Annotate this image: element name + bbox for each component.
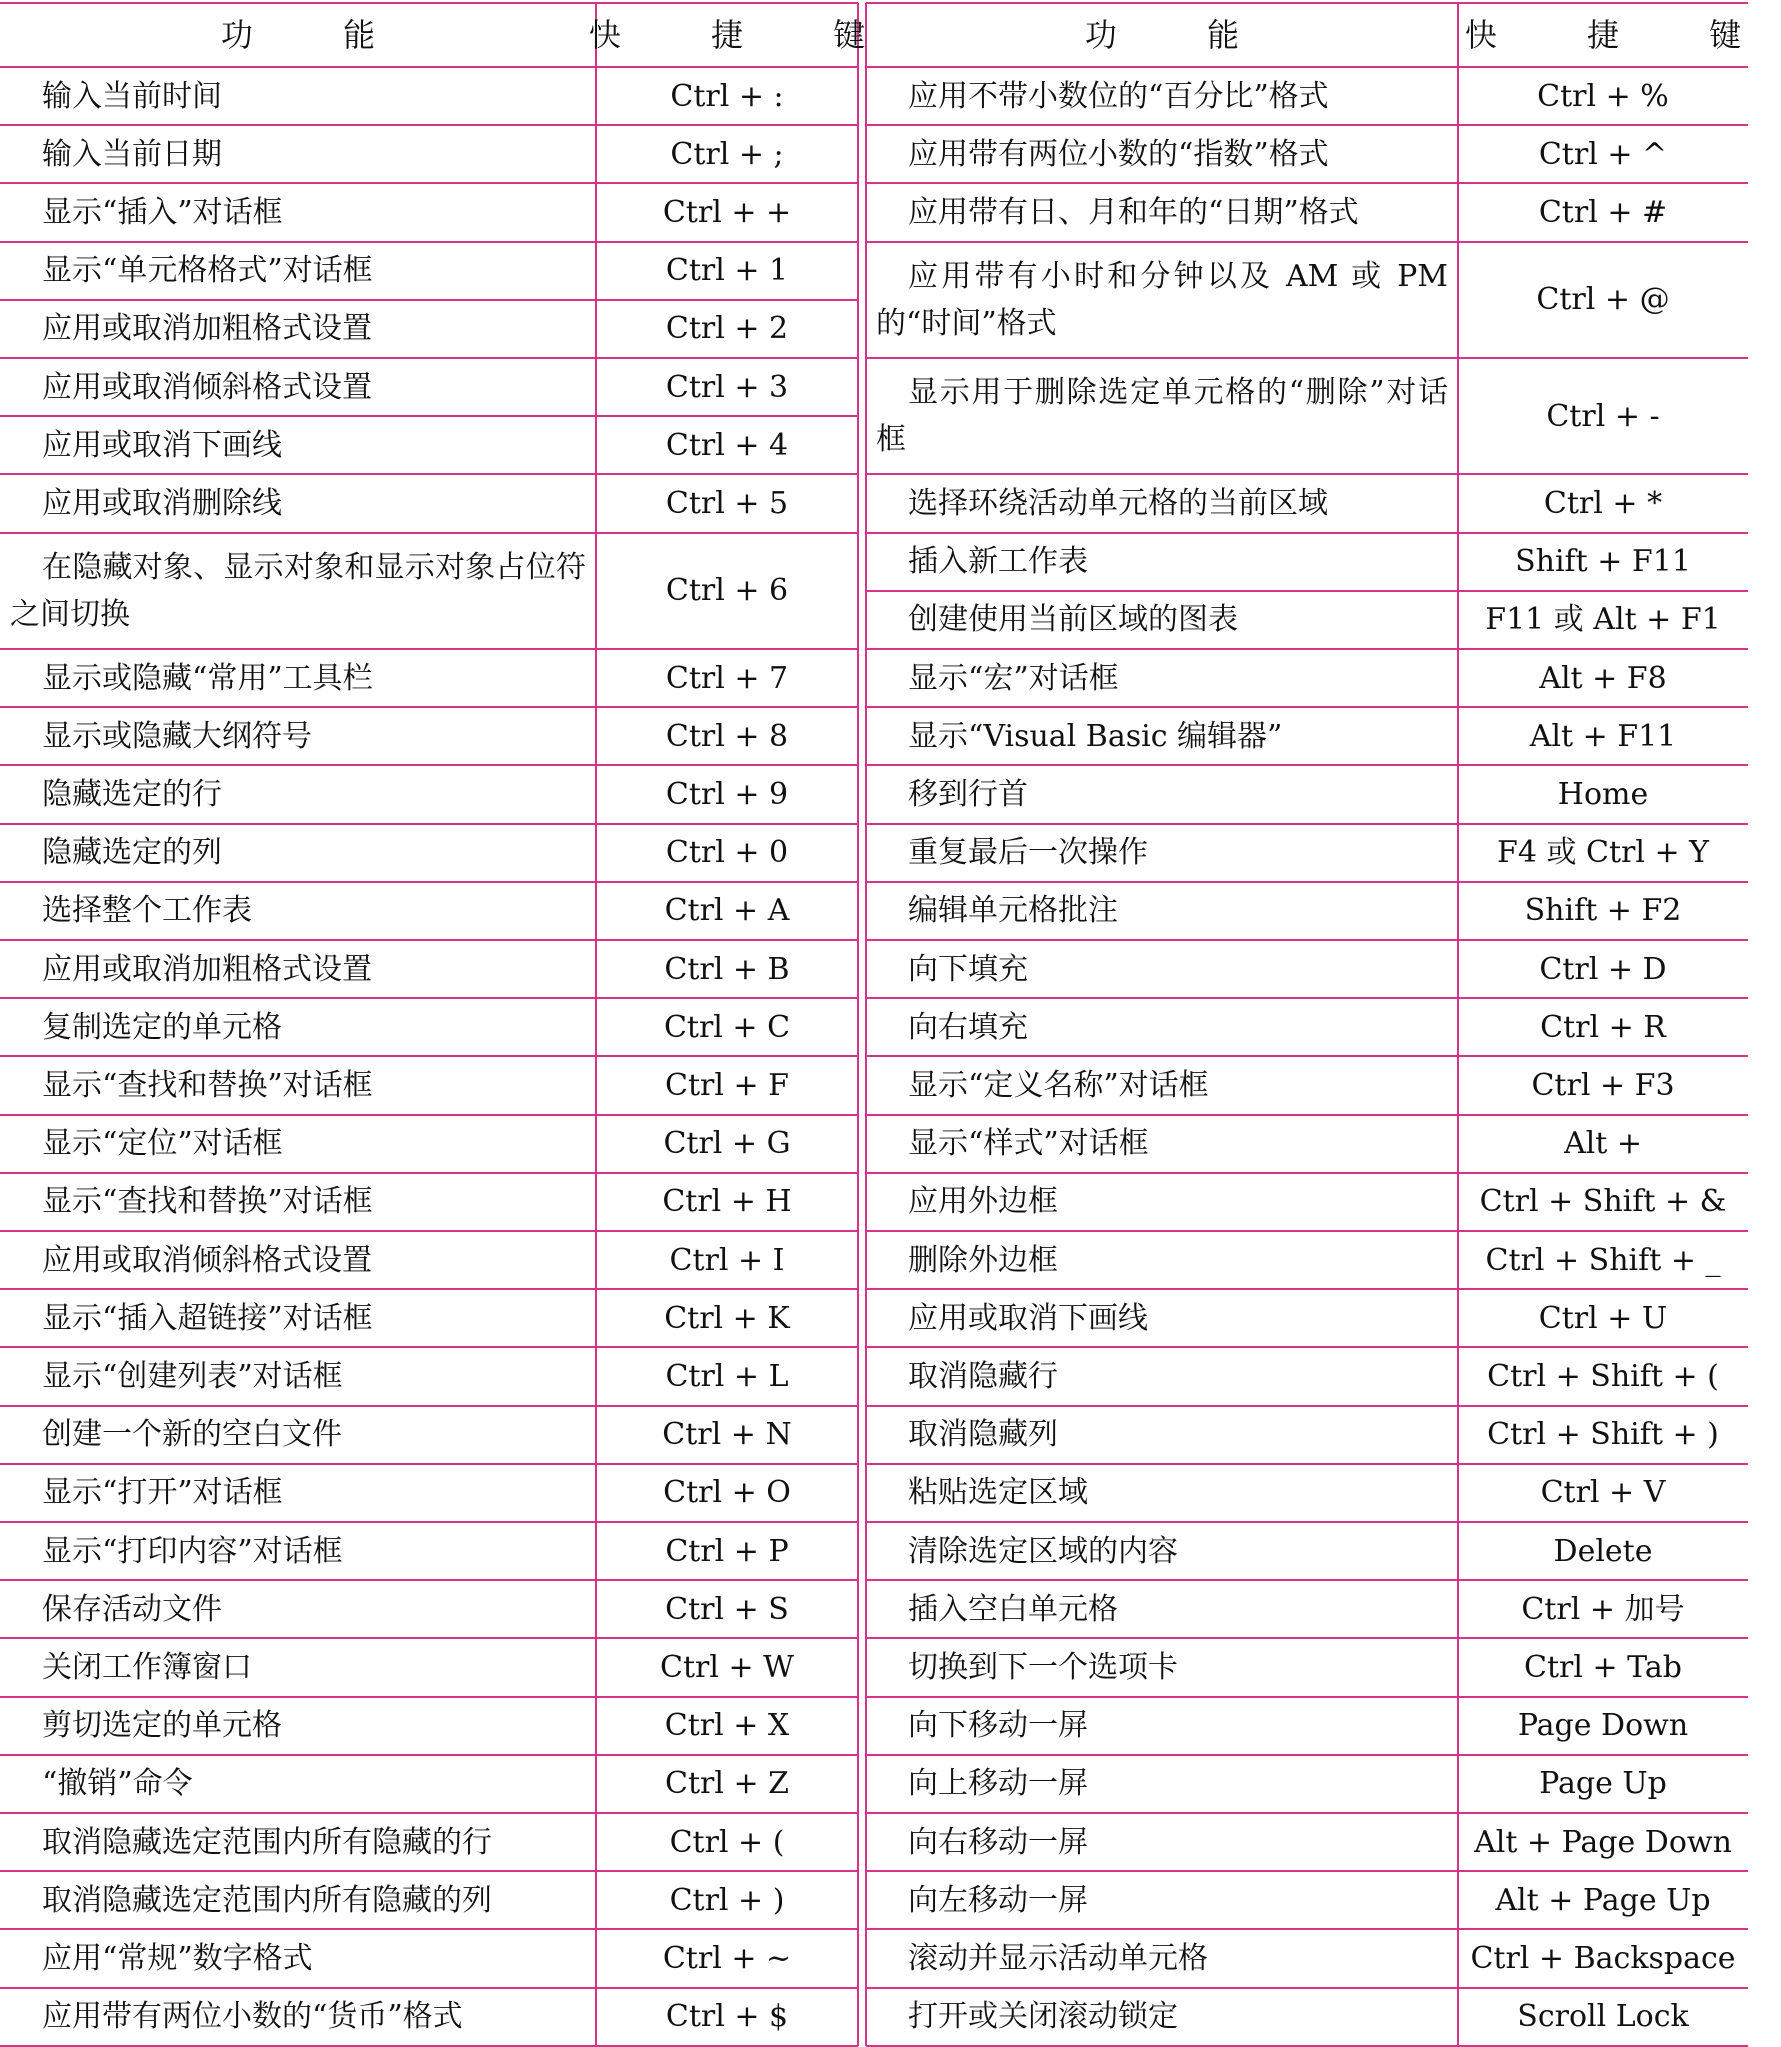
right-shortcut-cell: Delete (1553, 1533, 1653, 1569)
right-function-cell: 清除选定区域的内容 (908, 1533, 1178, 1569)
right-function-cell: 应用或取消下画线 (908, 1300, 1148, 1336)
left-shortcut-cell: Ctrl + 1 (665, 253, 789, 289)
right-shortcut-cell: Ctrl + Shift + _ (1485, 1242, 1721, 1278)
left-function-cell: 剪切选定的单元格 (42, 1708, 282, 1744)
right-shortcut-cell: Ctrl + # (1538, 194, 1668, 230)
right-function-cell: 移到行首 (908, 776, 1028, 812)
right-function-cell: 删除外边框 (908, 1242, 1058, 1278)
right-shortcut-cell: Ctrl + R (1540, 1009, 1666, 1045)
left-function-cell: 显示“定位”对话框 (42, 1126, 283, 1162)
right-shortcut-cell: Page Up (1539, 1766, 1667, 1802)
right-function-cell: 选择环绕活动单元格的当前区域 (908, 485, 1328, 521)
right-function-cell: 滚动并显示活动单元格 (908, 1940, 1208, 1976)
left-function-cell: 应用或取消加粗格式设置 (42, 311, 372, 347)
left-shortcut-cell: Ctrl + I (669, 1242, 785, 1278)
right-shortcut-cell: Alt + F8 (1539, 660, 1667, 696)
right-function-cell: 编辑单元格批注 (908, 893, 1118, 929)
left-shortcut-cell: Ctrl + 0 (665, 835, 789, 871)
left-function-cell: 应用或取消倾斜格式设置 (42, 369, 372, 405)
left-function-cell: 复制选定的单元格 (42, 1009, 282, 1045)
right-function-cell: 向右移动一屏 (908, 1824, 1088, 1860)
left-function-cell: 应用“常规”数字格式 (42, 1940, 313, 1976)
left-function-cell: 显示“单元格格式”对话框 (42, 253, 373, 289)
left-shortcut-cell: Ctrl + C (663, 1009, 791, 1045)
left-shortcut-cell: Ctrl + 2 (665, 311, 789, 347)
header-left-shortcut: 快 捷 键 (588, 15, 906, 54)
left-shortcut-cell: Ctrl + 4 (665, 427, 789, 463)
right-shortcut-cell: Ctrl + Backspace (1470, 1940, 1736, 1976)
left-shortcut-cell: Ctrl + B (664, 951, 790, 987)
left-shortcut-cell: Ctrl + ; (670, 136, 784, 172)
right-function-cell: 插入空白单元格 (908, 1591, 1118, 1627)
right-shortcut-cell: Ctrl + F3 (1531, 1067, 1675, 1103)
right-shortcut-cell: Alt + (1564, 1126, 1642, 1162)
right-function-cell: 应用带有日、月和年的“日期”格式 (908, 194, 1359, 230)
right-function-cell: 取消隐藏行 (908, 1358, 1058, 1394)
left-function-cell: 创建一个新的空白文件 (42, 1417, 342, 1453)
left-shortcut-cell: Ctrl + N (662, 1417, 792, 1453)
right-shortcut-cell: Ctrl + V (1540, 1475, 1666, 1511)
right-shortcut-cell: Ctrl + Tab (1524, 1649, 1682, 1685)
left-shortcut-cell: Ctrl + ) (669, 1882, 785, 1918)
left-shortcut-cell: Ctrl + ~ (662, 1940, 792, 1976)
left-function-cell: “撤销”命令 (42, 1766, 193, 1802)
left-function-cell: 在隐藏对象、显示对象和显示对象占位符之间切换 (10, 549, 586, 632)
right-shortcut-cell: F4 或 Ctrl + Y (1497, 835, 1709, 871)
left-shortcut-cell: Ctrl + ( (669, 1824, 785, 1860)
right-shortcut-cell: Page Down (1517, 1708, 1689, 1744)
right-shortcut-cell: Ctrl + @ (1536, 282, 1670, 318)
left-shortcut-cell: Ctrl + A (664, 893, 790, 929)
left-function-cell: 输入当前日期 (42, 136, 222, 172)
right-function-cell: 应用不带小数位的“百分比”格式 (908, 78, 1329, 114)
left-shortcut-cell: Ctrl + K (664, 1300, 790, 1336)
left-function-cell: 应用或取消倾斜格式设置 (42, 1242, 372, 1278)
left-function-cell: 取消隐藏选定范围内所有隐藏的列 (42, 1882, 492, 1918)
right-shortcut-cell: Shift + F2 (1524, 893, 1682, 929)
right-shortcut-cell: Ctrl + Shift + ) (1487, 1417, 1719, 1453)
left-shortcut-cell: Ctrl + G (663, 1126, 791, 1162)
header-left-function: 功 能 (220, 15, 416, 54)
left-shortcut-cell: Ctrl + F (665, 1067, 789, 1103)
right-shortcut-cell: Ctrl + ^ (1538, 136, 1668, 172)
right-shortcut-cell: Shift + F11 (1515, 544, 1691, 580)
left-function-cell: 应用或取消加粗格式设置 (42, 951, 372, 987)
left-function-cell: 关闭工作簿窗口 (42, 1649, 252, 1685)
right-shortcut-cell: Alt + F11 (1529, 718, 1677, 754)
right-function-cell: 显示“样式”对话框 (908, 1126, 1149, 1162)
left-shortcut-cell: Ctrl + 7 (665, 660, 789, 696)
left-function-cell: 隐藏选定的行 (42, 776, 222, 812)
left-function-cell: 应用或取消下画线 (42, 427, 282, 463)
right-shortcut-cell: Alt + Page Up (1495, 1882, 1711, 1918)
right-function-cell: 向上移动一屏 (908, 1766, 1088, 1802)
left-shortcut-cell: Ctrl + W (660, 1649, 794, 1685)
left-function-cell: 显示“创建列表”对话框 (42, 1358, 343, 1394)
right-function-cell: 重复最后一次操作 (908, 835, 1148, 871)
right-shortcut-cell: Scroll Lock (1517, 1999, 1689, 2035)
left-function-cell: 隐藏选定的列 (42, 835, 222, 871)
left-function-cell: 输入当前时间 (42, 78, 222, 114)
left-shortcut-cell: Ctrl + L (665, 1358, 789, 1394)
right-function-cell: 创建使用当前区域的图表 (908, 602, 1238, 638)
right-function-cell: 向下填充 (908, 951, 1028, 987)
right-shortcut-cell: F11 或 Alt + F1 (1485, 602, 1721, 638)
left-shortcut-cell: Ctrl + 5 (665, 485, 789, 521)
left-shortcut-cell: Ctrl + 6 (665, 573, 789, 609)
right-shortcut-cell: Ctrl + D (1539, 951, 1667, 987)
left-function-cell: 显示“插入超链接”对话框 (42, 1300, 373, 1336)
left-function-cell: 应用带有两位小数的“货币”格式 (42, 1999, 463, 2035)
right-function-cell: 显示“定义名称”对话框 (908, 1067, 1209, 1103)
left-function-cell: 选择整个工作表 (42, 893, 252, 929)
left-shortcut-cell: Ctrl + + (662, 194, 792, 230)
right-function-cell: 取消隐藏列 (908, 1417, 1058, 1453)
left-shortcut-cell: Ctrl + : (670, 78, 784, 114)
right-shortcut-cell: Ctrl + Shift + ( (1487, 1358, 1719, 1394)
right-function-cell: 切换到下一个选项卡 (908, 1649, 1178, 1685)
right-function-cell: 粘贴选定区域 (908, 1475, 1088, 1511)
left-shortcut-cell: Ctrl + 8 (665, 718, 789, 754)
right-shortcut-cell: Ctrl + Shift + & (1479, 1184, 1727, 1220)
left-shortcut-cell: Ctrl + 9 (665, 776, 789, 812)
right-function-cell: 显示用于删除选定单元格的“删除”对话框 (876, 375, 1448, 458)
left-shortcut-cell: Ctrl + $ (665, 1999, 789, 2035)
left-function-cell: 显示“打印内容”对话框 (42, 1533, 343, 1569)
right-shortcut-cell: Ctrl + U (1538, 1300, 1668, 1336)
right-function-cell: 应用外边框 (908, 1184, 1058, 1220)
left-shortcut-cell: Ctrl + X (664, 1708, 790, 1744)
right-function-cell: 显示“宏”对话框 (908, 660, 1119, 696)
right-function-cell: 向左移动一屏 (908, 1882, 1088, 1918)
right-shortcut-cell: Home (1557, 776, 1649, 812)
left-function-cell: 显示或隐藏“常用”工具栏 (42, 660, 373, 696)
right-function-cell: 插入新工作表 (908, 544, 1088, 580)
header-right-function: 功 能 (1084, 15, 1280, 54)
left-function-cell: 显示“查找和替换”对话框 (42, 1184, 373, 1220)
right-function-cell: 应用带有两位小数的“指数”格式 (908, 136, 1329, 172)
left-function-cell: 取消隐藏选定范围内所有隐藏的行 (42, 1824, 492, 1860)
left-shortcut-cell: Ctrl + Z (665, 1766, 789, 1802)
right-function-cell: 应用带有小时和分钟以及 AM 或 PM 的“时间”格式 (876, 258, 1448, 341)
left-shortcut-cell: Ctrl + 3 (665, 369, 789, 405)
left-shortcut-cell: Ctrl + O (663, 1475, 791, 1511)
right-shortcut-cell: Ctrl + - (1546, 398, 1660, 434)
right-shortcut-cell: Ctrl + % (1537, 78, 1669, 114)
right-function-cell: 打开或关闭滚动锁定 (908, 1999, 1178, 2035)
left-function-cell: 显示“插入”对话框 (42, 194, 283, 230)
header-right-shortcut: 快 捷 键 (1464, 15, 1781, 54)
right-shortcut-cell: Ctrl + * (1543, 485, 1663, 521)
left-shortcut-cell: Ctrl + S (665, 1591, 789, 1627)
right-shortcut-cell: Ctrl + 加号 (1521, 1591, 1685, 1627)
right-shortcut-cell: Alt + Page Down (1474, 1824, 1732, 1860)
left-function-cell: 显示“查找和替换”对话框 (42, 1067, 373, 1103)
left-shortcut-cell: Ctrl + H (662, 1184, 792, 1220)
right-function-cell: 显示“Visual Basic 编辑器” (908, 718, 1283, 754)
left-function-cell: 显示或隐藏大纲符号 (42, 718, 312, 754)
left-function-cell: 应用或取消删除线 (42, 485, 282, 521)
left-shortcut-cell: Ctrl + P (665, 1533, 789, 1569)
left-function-cell: 保存活动文件 (42, 1591, 222, 1627)
right-function-cell: 向右填充 (908, 1009, 1028, 1045)
right-function-cell: 向下移动一屏 (908, 1708, 1088, 1744)
left-function-cell: 显示“打开”对话框 (42, 1475, 283, 1511)
